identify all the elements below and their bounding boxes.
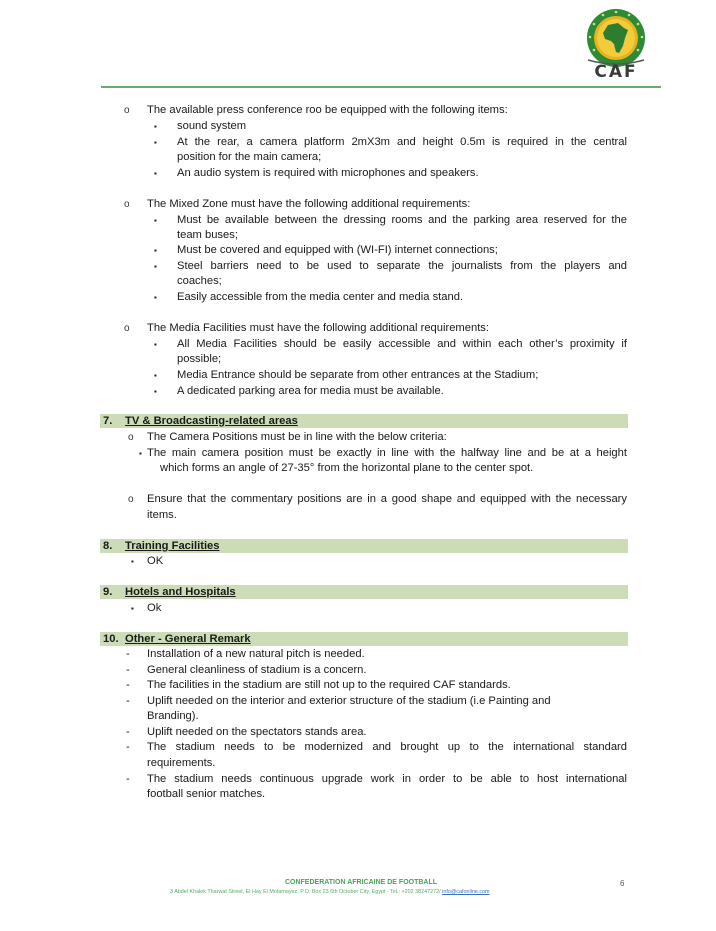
dash-bullet: -	[126, 741, 130, 753]
camera-positions-intro: The Camera Positions must be in line with the below criteria:	[147, 431, 447, 443]
press-item-sound: sound system	[177, 120, 247, 132]
media-item-proximity: All Media Facilities should be easily accessible and within each other’s proximity if	[177, 338, 627, 350]
remark-modernize-cont: requirements.	[147, 757, 216, 769]
mixed-item-location-cont: team buses;	[177, 229, 238, 241]
dash-bullet: -	[126, 679, 130, 691]
square-bullet: ▪	[154, 262, 157, 271]
press-conference-intro: The available press conference roo be equipped with the following items:	[147, 104, 508, 116]
remark-uplift-structure-cont: Branding).	[147, 710, 199, 722]
media-item-entrance: Media Entrance should be separate from other entrances at the Stadium;	[177, 369, 539, 381]
header-rule	[101, 86, 661, 88]
circle-bullet: o	[124, 199, 130, 210]
press-item-camera: At the rear, a camera platform 2mX3m and height 0.5m is required in the central	[177, 136, 627, 148]
section-8-title: Training Facilities	[125, 540, 220, 552]
mixed-item-location: Must be available between the dressing rooms and the parking area reserved for the	[177, 214, 627, 226]
section-7-number: 7.	[103, 415, 113, 427]
commentary-positions: Ensure that the commentary positions are in a good shape and equipped with the necessary	[147, 493, 627, 505]
caf-logo-text: CAF	[594, 62, 638, 82]
section-10-title: Other - General Remark	[125, 633, 251, 645]
mixed-item-barriers-cont: coaches;	[177, 275, 222, 287]
dash-bullet: -	[126, 664, 130, 676]
section-8-number: 8.	[103, 540, 113, 552]
press-item-audio: An audio system is required with microphones and speakers.	[177, 167, 479, 179]
circle-bullet: o	[128, 432, 134, 443]
press-item-camera-cont: position for the main camera;	[177, 151, 322, 163]
section-9-title: Hotels and Hospitals	[125, 586, 236, 598]
remark-modernize: The stadium needs to be modernized and brought up to the international standard	[147, 741, 627, 753]
remark-uplift-structure: Uplift needed on the interior and exterior structure of the stadium (i.e Painting and	[147, 695, 551, 707]
remark-upgrade-cont: football senior matches.	[147, 788, 266, 800]
square-bullet: ▪	[154, 293, 157, 302]
remark-pitch: Installation of a new natural pitch is needed.	[147, 648, 365, 660]
section-9-number: 9.	[103, 586, 113, 598]
square-bullet: ▪	[139, 449, 142, 458]
square-bullet: ▪	[154, 138, 157, 147]
square-bullet: ▪	[154, 387, 157, 396]
mixed-item-barriers: Steel barriers need to be used to separate the journalists from the players and	[177, 260, 627, 272]
circle-bullet: o	[128, 494, 134, 505]
circle-bullet: o	[124, 105, 130, 116]
training-facilities-status: OK	[147, 555, 164, 567]
footer-email-link[interactable]: info@cafonline.com	[442, 889, 490, 895]
dash-bullet: -	[126, 726, 130, 738]
square-bullet: ▪	[154, 169, 157, 178]
remark-upgrade: The stadium needs continuous upgrade work in order to be able to host international	[147, 773, 627, 785]
remark-uplift-stands: Uplift needed on the spectators stands area.	[147, 726, 367, 738]
square-bullet: ▪	[154, 371, 157, 380]
square-bullet: ▪	[154, 340, 157, 349]
footer-organization: CONFEDERATION AFRICAINE DE FOOTBALL	[284, 879, 438, 886]
media-facilities-intro: The Media Facilities must have the following additional requirements:	[147, 322, 490, 334]
remark-cleanliness: General cleanliness of stadium is a concern.	[147, 664, 367, 676]
footer-address-line	[170, 889, 490, 895]
page-number: 6	[620, 879, 625, 888]
camera-main-position-cont: which forms an angle of 27-35° from the horizontal plane to the center spot.	[160, 462, 534, 474]
commentary-positions-cont: items.	[147, 509, 177, 521]
section-7-title: TV & Broadcasting-related areas	[125, 415, 298, 427]
square-bullet: ▪	[154, 246, 157, 255]
dash-bullet: -	[126, 648, 130, 660]
media-item-proximity-cont: possible;	[177, 353, 222, 365]
mixed-item-wifi: Must be covered and equipped with (WI-FI) internet connections;	[177, 244, 498, 256]
square-bullet: ▪	[154, 216, 157, 225]
dash-bullet: -	[126, 773, 130, 785]
remark-facilities: The facilities in the stadium are still not up to the required CAF standards.	[147, 679, 511, 691]
square-bullet: ▪	[131, 604, 134, 613]
mixed-item-access: Easily accessible from the media center and media stand.	[177, 291, 464, 303]
square-bullet: ▪	[154, 122, 157, 131]
section-10-number: 10.	[103, 633, 119, 645]
mixed-zone-intro: The Mixed Zone must have the following additional requirements:	[147, 198, 471, 210]
camera-main-position: The main camera position must be exactly in line with the halfway line and be at a height	[147, 447, 627, 459]
footer-address: 3 Abdel Khalek Tharwat Street, El Hay El Motamayez, P.O. Box 23 6th October City, Egypt - Tel.: +202 38247272/	[170, 889, 443, 895]
media-item-parking: A dedicated parking area for media must be available.	[177, 385, 444, 397]
circle-bullet: o	[124, 323, 130, 334]
square-bullet: ▪	[131, 557, 134, 566]
hotels-hospitals-status: Ok	[147, 602, 162, 614]
dash-bullet: -	[126, 695, 130, 707]
